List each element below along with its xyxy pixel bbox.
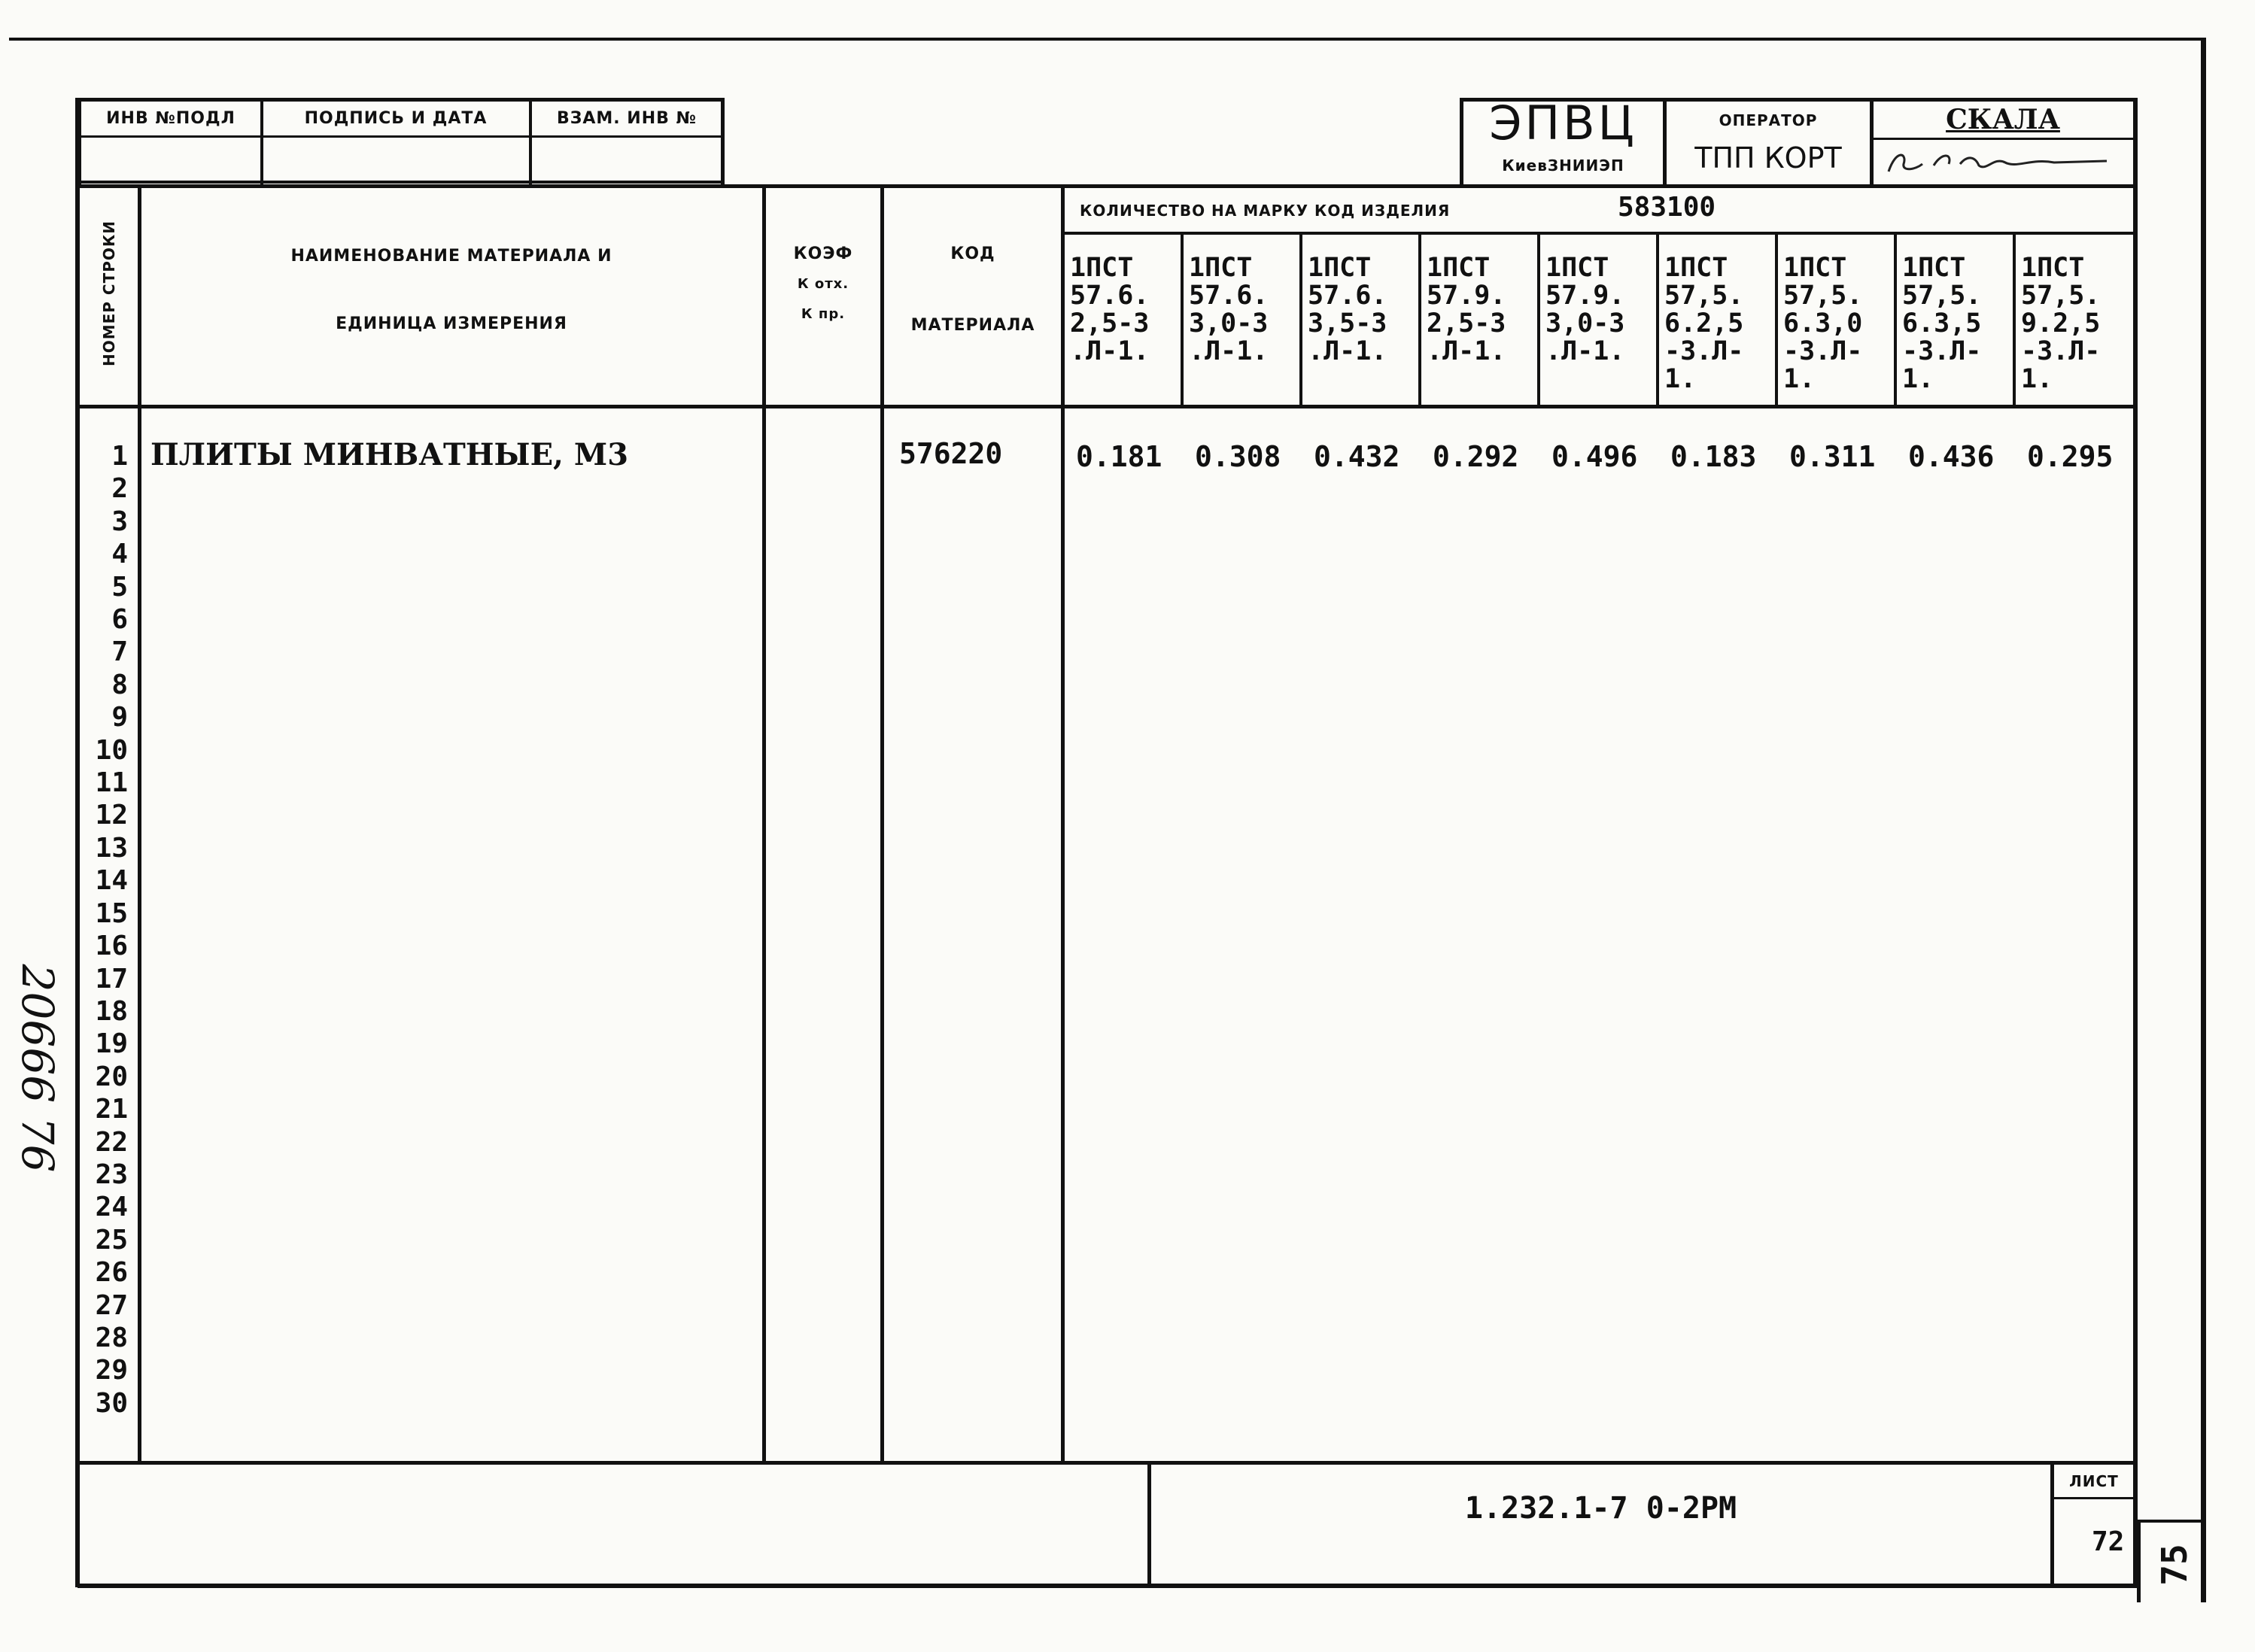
org-name: ЭПВЦ [1489, 95, 1637, 150]
row-number: 24 [95, 1192, 128, 1223]
product-header-1: 1ПСТ 57.6. 2,5-3 .Л-1. [1070, 254, 1150, 366]
material-name: ПЛИТЫ МИНВАТНЫЕ, М3 [150, 437, 629, 472]
row-number: 3 [111, 506, 128, 537]
org-sub: КиевЗНИИЭП [1502, 156, 1624, 175]
material-name-header-line2: ЕДИНИЦА ИЗМЕРЕНИЯ [336, 314, 567, 333]
row-number: 11 [95, 767, 128, 799]
quantity-value: 0.181 [1076, 440, 1162, 473]
row-number: 6 [111, 604, 128, 636]
row-number: 22 [95, 1126, 128, 1158]
product-header-6: 1ПСТ 57,5. 6.2,5 -3.Л- 1. [1664, 254, 1744, 394]
quantity-value: 0.496 [1551, 440, 1638, 473]
coef-header-line2: К отх. [797, 275, 849, 292]
row-number: 16 [95, 931, 128, 962]
row-number: 21 [95, 1094, 128, 1125]
document-code: 1.232.1-7 0-2РМ [1464, 1491, 1737, 1526]
product-header-5: 1ПСТ 57.9. 3,0-3 .Л-1. [1545, 254, 1625, 366]
row-number: 29 [95, 1355, 128, 1386]
row-number: 20 [95, 1061, 128, 1092]
row-number: 15 [95, 897, 128, 929]
side-inventory-number: 20666 76 [12, 964, 63, 1173]
operator-label: ОПЕРАТОР [1719, 111, 1818, 129]
row-number: 9 [111, 702, 128, 733]
row-number: 23 [95, 1159, 128, 1190]
row-number: 28 [95, 1322, 128, 1353]
replace-label: ВЗАМ. ИНВ № [556, 108, 697, 128]
top-border [9, 38, 2206, 41]
product-header-3: 1ПСТ 57.6. 3,5-3 .Л-1. [1308, 254, 1387, 366]
sheet-label: ЛИСТ [2069, 1472, 2119, 1490]
row-number: 27 [95, 1289, 128, 1321]
inv-label: ИНВ №ПОДЛ [106, 108, 236, 128]
product-header-8: 1ПСТ 57,5. 6.3,5 -3.Л- 1. [1902, 254, 1982, 394]
material-code-header-line1: КОД [950, 244, 995, 263]
row-number: 30 [95, 1387, 128, 1419]
quantity-value: 0.183 [1670, 440, 1757, 473]
row-number: 8 [111, 669, 128, 700]
row-number: 17 [95, 963, 128, 995]
quantity-value: 0.295 [2027, 440, 2114, 473]
page-number: 75 [2154, 1544, 2195, 1586]
row-number: 25 [95, 1224, 128, 1256]
row-number: 18 [95, 995, 128, 1027]
row-number: 5 [111, 571, 128, 603]
row-number: 14 [95, 865, 128, 897]
quantity-value: 0.436 [1908, 440, 1995, 473]
coef-header-line1: КОЭФ [793, 244, 853, 263]
product-code: 583100 [1618, 192, 1716, 223]
sheet-number: 72 [2092, 1526, 2125, 1557]
material-code: 576220 [899, 437, 1003, 470]
quantity-value: 0.308 [1195, 440, 1281, 473]
material-code-header-line2: МАТЕРИАЛА [910, 315, 1035, 335]
row-number: 12 [95, 800, 128, 831]
row-number-header: НОМЕР СТРОКИ [100, 220, 118, 366]
quantity-value: 0.432 [1314, 440, 1400, 473]
row-number: 1 [111, 441, 128, 472]
quantity-header: КОЛИЧЕСТВО НА МАРКУ КОД ИЗДЕЛИЯ [1080, 202, 1451, 220]
row-number-column [81, 440, 128, 1420]
signature-scribble [1881, 141, 2129, 179]
row-number: 19 [95, 1028, 128, 1060]
product-header-2: 1ПСТ 57.6. 3,0-3 .Л-1. [1189, 254, 1269, 366]
row-number: 26 [95, 1257, 128, 1289]
row-number: 10 [95, 734, 128, 766]
coef-header-line3: К пр. [801, 305, 846, 322]
sign-label: ПОДПИСЬ И ДАТА [304, 108, 488, 128]
quantity-value: 0.292 [1433, 440, 1519, 473]
right-border [2201, 38, 2206, 1602]
operator-name: ТПП КОРТ [1694, 141, 1842, 175]
row-number: 7 [111, 636, 128, 668]
product-header-9: 1ПСТ 57,5. 9.2,5 -3.Л- 1. [2021, 254, 2101, 394]
row-number: 4 [111, 539, 128, 570]
product-header-7: 1ПСТ 57,5. 6.3,0 -3.Л- 1. [1783, 254, 1863, 394]
row-number: 13 [95, 832, 128, 864]
material-name-header-line1: НАИМЕНОВАНИЕ МАТЕРИАЛА И [290, 246, 612, 266]
system-name: СКАЛА [1946, 104, 2060, 135]
row-number: 2 [111, 473, 128, 505]
quantity-value: 0.311 [1789, 440, 1876, 473]
product-header-4: 1ПСТ 57.9. 2,5-3 .Л-1. [1427, 254, 1506, 366]
